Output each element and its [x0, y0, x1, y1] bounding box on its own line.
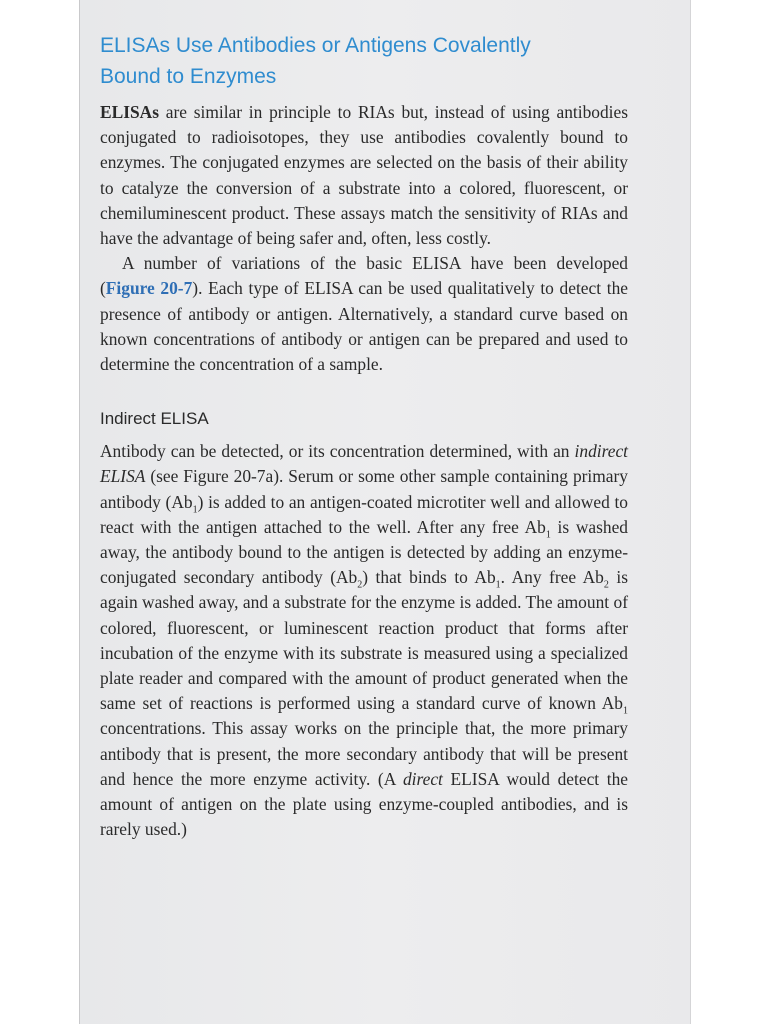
paragraph-text: ) is added to an antigen-coated microtiter well and allowed to react with the antigen attached to the well. After any free Ab	[100, 491, 628, 537]
paragraph-text: are similar in principle to RIAs but, instead of using antibodies conjugated to radioisotopes, they use antibodies covalently bound to enzymes. The conjugated enzymes are selected on the basis of their ability to catalyze the conversion of a substrate into a colored, fluorescent, or chemiluminescent product. These assays match the sensitivity of RIAs and have the advantage of being safer and, often, less costly.	[100, 102, 628, 249]
section-title	[100, 30, 628, 92]
paragraph-text: ELISA would detect the amount of antigen on the plate using enzyme-coupled antibodies, and is rarely used.)	[100, 768, 629, 840]
paragraph-text: is again washed away, and a substrate for the enzyme is added. The amount of colored, fluorescent, or luminescent reaction product that forms after incubation of the enzyme with its substrate is measured using a specialized plate reader and compared with the amount of product generated when the same set of reactions is performed using a standard curve of known Ab	[100, 567, 628, 714]
paragraph-text: Antibody can be detected, or its concentration determined, with an	[100, 441, 575, 462]
figure-reference-link[interactable]: Figure 20-7	[105, 278, 193, 299]
paragraph-text: ) that binds to Ab	[362, 567, 496, 588]
subscript: 2	[603, 579, 609, 591]
paragraph-text: is washed away, the antibody bound to the antigen is detected by adding an enzyme-conjugated secondary antibody (Ab	[100, 516, 628, 588]
book-page	[79, 0, 691, 1024]
subsection-title: Indirect ELISA	[100, 409, 209, 429]
section-title-line-1: ELISAs Use Antibodies or Antigens Covalently	[100, 34, 531, 57]
term-direct: direct	[402, 768, 443, 789]
term-indirect-elisa: indirect ELISA	[100, 441, 628, 487]
subscript: 1	[623, 705, 628, 717]
paragraph-text: (see Figure 20-7a). Serum or some other sample containing primary antibody (Ab	[100, 466, 628, 512]
section-title-line-2: Bound to Enzymes	[100, 65, 277, 88]
subscript: 1	[495, 579, 501, 591]
paragraph-text: ). Each type of ELISA can be used qualitatively to detect the presence of antibody or antigen. Alternatively, a standard curve based on known concentrations of antibody or antigen can be prepared and used to determine the concentration of a sample.	[100, 278, 628, 375]
paragraph-text: concentrations. This assay works on the principle that, the more primary antibody that is present, the more secondary antibody that will be present and hence the more enzyme activity. (A	[100, 718, 628, 789]
subscript: 1	[545, 529, 551, 541]
page-content	[100, 30, 628, 842]
paragraph-elisa-intro	[100, 100, 628, 251]
subscript: 2	[357, 579, 363, 591]
paragraph-elisa-variations	[100, 251, 628, 377]
paragraph-text: A number of variations of the basic ELISA have been developed (	[100, 253, 628, 299]
subscript: 1	[192, 504, 198, 516]
term-elisas: ELISAs	[100, 102, 159, 122]
paragraph-indirect-elisa	[100, 439, 628, 842]
paragraph-text: . Any free Ab	[500, 567, 604, 588]
